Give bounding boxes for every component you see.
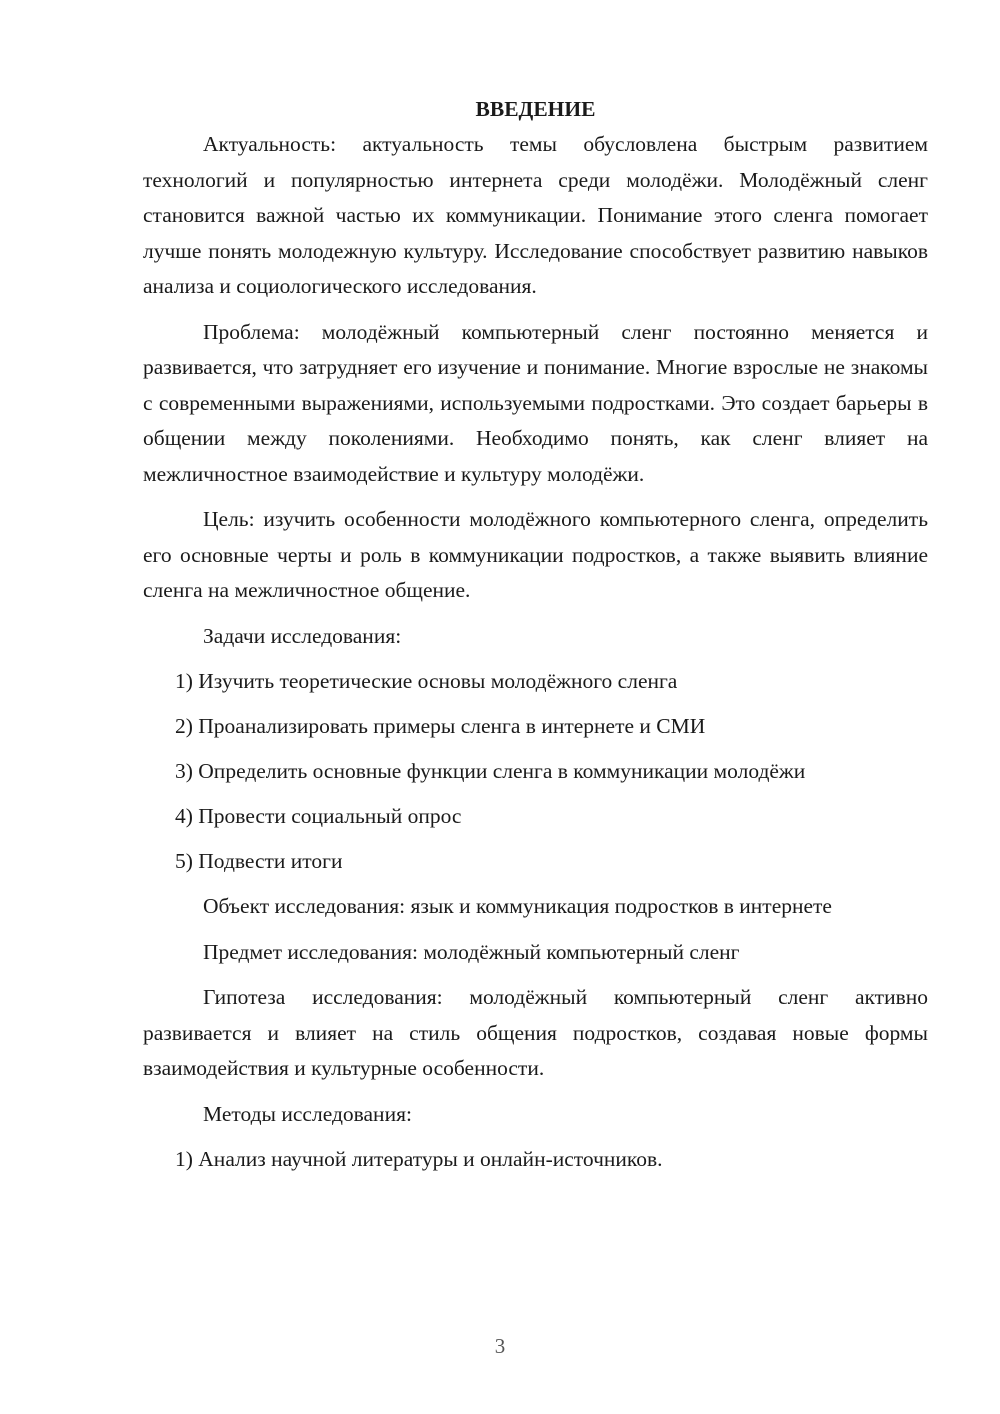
task-item: 2) Проанализировать примеры сленга в интернете и СМИ [175,714,706,738]
object-paragraph: Объект исследования: язык и коммуникация подростков в интернете [203,894,832,918]
document-page [143,92,928,1187]
hypothesis-paragraph: Гипотеза исследования: молодёжный компьютерный сленг активно развивается и влияет на стиль общения подростков, создавая новые формы взаимодействия и культурные особенности. [143,985,928,1080]
problem-paragraph: Проблема: молодёжный компьютерный сленг постоянно меняется и развивается, что затрудняет его изучение и понимание. Многие взрослые не знакомы с современными выражениями, используемыми подростками. Это создает барьеры в общении между поколениями. Необходимо понять, как сленг влияет на межличностное взаимодействие и культуру молодёжи. [143,319,928,486]
relevance-paragraph: Актуальность: актуальность темы обусловлена быстрым развитием технологий и популярностью интернета среди молодёжи. Молодёжный сленг становится важной частью их коммуникации. Понимание этого сленга помогает лучше понять молодежную культуру. Исследование способствует развитию навыков анализа и социологического исследования. [143,132,928,298]
tasks-heading: Задачи исследования: [203,623,402,648]
task-item: 1) Изучить теоретические основы молодёжного сленга [175,669,678,693]
task-item: 4) Провести социальный опрос [175,804,462,828]
task-item: 3) Определить основные функции сленга в коммуникации молодёжи [175,759,806,783]
section-title: ВВЕДЕНИЕ [475,97,596,121]
subject-paragraph: Предмет исследования: молодёжный компьютерный сленг [203,939,740,964]
page-number: 3 [494,1334,506,1358]
method-item: 1) Анализ научной литературы и онлайн-источников. [175,1147,663,1171]
goal-paragraph: Цель: изучить особенности молодёжного компьютерного сленга, определить его основные черты и роль в коммуникации подростков, а также выявить влияние сленга на межличностное общение. [143,507,928,602]
task-item: 5) Подвести итоги [175,849,343,873]
methods-heading: Методы исследования: [203,1101,412,1126]
